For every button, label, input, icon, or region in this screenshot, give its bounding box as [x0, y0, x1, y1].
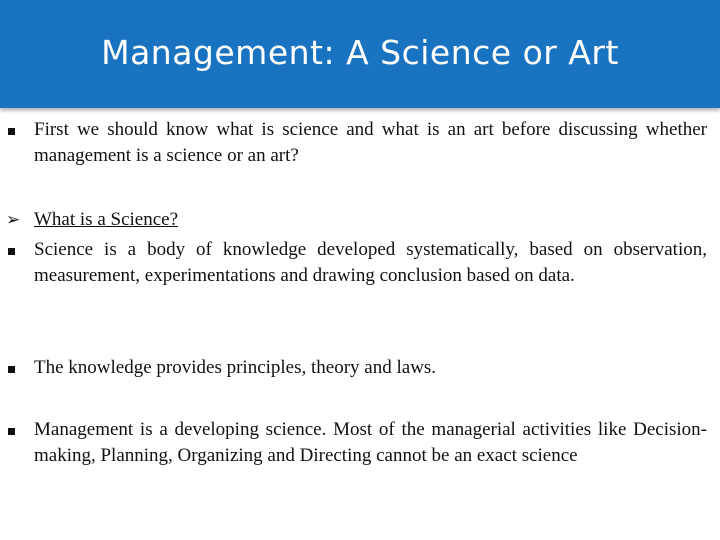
arrow-bullet-icon: ➢ [6, 210, 21, 230]
square-bullet-icon [6, 355, 26, 381]
bullet-item [34, 355, 707, 381]
bullet-text: First we should know what is science and what is an art before discussing whether management is a science or an art? [34, 119, 707, 166]
square-bullet-icon [6, 117, 26, 143]
bullet-item [34, 117, 707, 169]
bullet-item [34, 417, 707, 469]
bullet-text: Management is a developing science. Most of the managerial activities like Decision-making, Planning, Organizing and Directing cannot be an exact science [34, 419, 707, 466]
bullet-item-heading [6, 207, 707, 233]
bullet-text: The knowledge provides principles, theory and laws. [34, 357, 437, 378]
bullet-text: Science is a body of knowledge developed systematically, based on observation, measurement, experimentations and drawing conclusion based on data. [34, 239, 707, 286]
bullet-item [34, 237, 707, 289]
title-bar [0, 0, 720, 108]
section-heading: What is a Science? [34, 209, 179, 230]
square-bullet-icon [6, 417, 26, 443]
square-bullet-icon [6, 237, 26, 263]
slide-title: Management: A Science or Art [101, 33, 619, 72]
